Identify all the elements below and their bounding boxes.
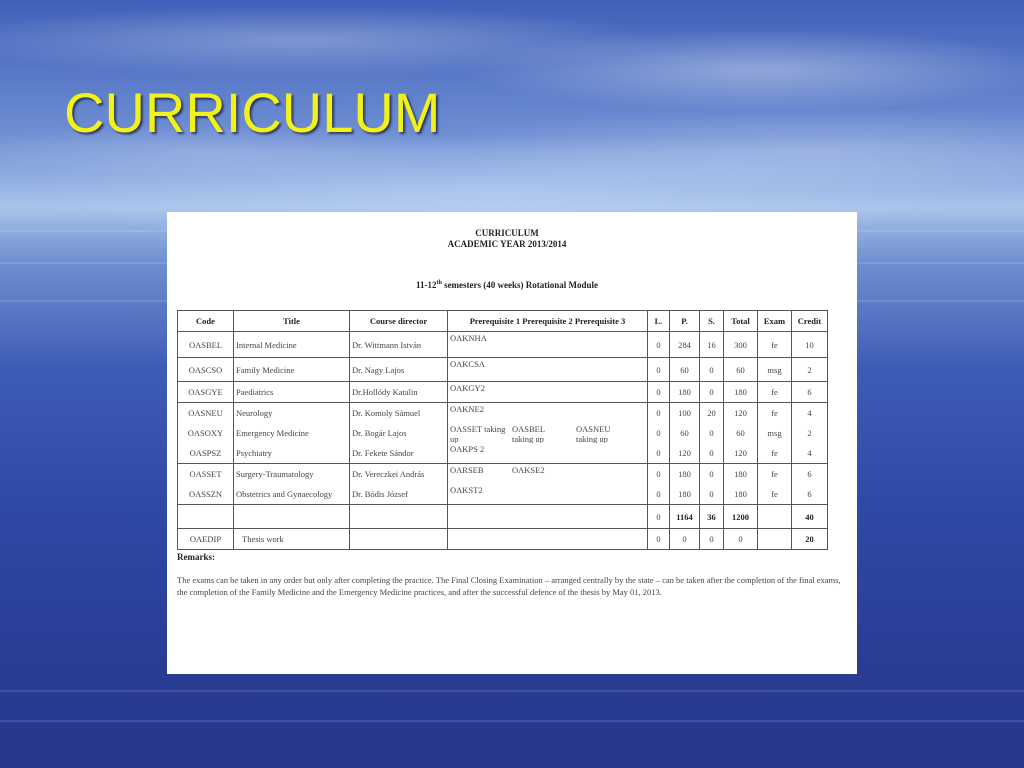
thesis-title: Thesis work [234, 529, 350, 550]
document-heading-line1: CURRICULUM [475, 228, 539, 238]
cell-total: 120 [724, 403, 758, 424]
cell-director: Dr. Komoly Sámuel [350, 403, 448, 424]
thesis-credit: 20 [792, 529, 828, 550]
cell-title: Family Medicine [234, 358, 350, 382]
cell-director: Dr. Bódis József [350, 484, 448, 505]
cell-credit: 2 [792, 358, 828, 382]
sum-empty-cell [234, 505, 350, 529]
thesis-p: 0 [670, 529, 700, 550]
cell-total: 60 [724, 358, 758, 382]
prerequisite-1: OASSET taking up [450, 424, 506, 443]
thesis-empty-cell [350, 529, 448, 550]
cell-total: 300 [724, 332, 758, 358]
document-heading-line2: ACADEMIC YEAR 2013/2014 [447, 239, 567, 249]
module-suffix: semesters (40 weeks) Rotational Module [441, 280, 599, 290]
cell-total: 180 [724, 464, 758, 485]
cell-title: Emergency Medicine [234, 423, 350, 443]
cell-code: OASBEL [178, 332, 234, 358]
prerequisite-1: OAKNHA [450, 333, 487, 343]
cell-p: 284 [670, 332, 700, 358]
table-row [178, 443, 828, 464]
prerequisite-1: OAKGY2 [450, 383, 485, 393]
prerequisite-1: OAKPS 2 [450, 444, 485, 454]
cell-exam: fe [758, 403, 792, 424]
remarks-text: The exams can be taken in any order but only after completing the practice. The Final Closing Examination – arranged centrally by the state – can be taken after the completion of the final exams, the completion of the Family Medicine and the Emergency Medicine practices, and after the successful defence of the thesis by May 01, 2013. [177, 575, 841, 597]
col-header: Total [724, 311, 758, 332]
cell-s: 0 [700, 382, 724, 403]
prerequisite-1: OAKST2 [450, 485, 483, 495]
curriculum-table [177, 310, 828, 550]
table-row [178, 403, 828, 424]
table-row [178, 484, 828, 505]
prerequisite-1: OAKCSA [450, 359, 485, 369]
col-header: Code [178, 311, 234, 332]
col-header: S. [700, 311, 724, 332]
cell-code: OASNEU [178, 403, 234, 424]
cell-p: 180 [670, 484, 700, 505]
table-row [178, 358, 828, 382]
cell-l: 0 [648, 382, 670, 403]
sum-empty-cell [448, 505, 648, 529]
table-header-row [178, 311, 828, 332]
thesis-empty-cell [448, 529, 648, 550]
cell-s: 0 [700, 443, 724, 464]
prerequisite-3: OASNEU taking up [576, 424, 611, 443]
cell-director: Dr. Fekete Sándor [350, 443, 448, 464]
cell-s: 0 [700, 464, 724, 485]
col-header: Course director [350, 311, 448, 332]
cell-p: 60 [670, 423, 700, 443]
table-row [178, 529, 828, 550]
col-header: Prerequisite 1 Prerequisite 2 Prerequisite 3 [448, 311, 648, 332]
module-sup: th [436, 280, 442, 286]
cell-p: 60 [670, 358, 700, 382]
cell-title: Surgery-Traumatology [234, 464, 350, 485]
slide-title: CURRICULUM [64, 81, 441, 144]
prerequisite-2: OAKSE2 [512, 465, 545, 475]
cell-credit: 2 [792, 423, 828, 443]
cell-director: Dr.Hollódy Katalin [350, 382, 448, 403]
cell-exam: msg [758, 358, 792, 382]
cell-code: OASOXY [178, 423, 234, 443]
cell-code: OASGYE [178, 382, 234, 403]
prerequisites-cell [448, 423, 648, 443]
cell-l: 0 [648, 464, 670, 485]
cell-p: 120 [670, 443, 700, 464]
cell-p: 180 [670, 464, 700, 485]
cell-director: Dr. Bogár Lajos [350, 423, 448, 443]
prerequisites-cell [448, 332, 648, 358]
cell-s: 0 [700, 423, 724, 443]
cell-credit: 6 [792, 382, 828, 403]
cell-title: Internal Medicine [234, 332, 350, 358]
prerequisites-cell [448, 484, 648, 505]
cell-s: 20 [700, 403, 724, 424]
cell-exam: fe [758, 464, 792, 485]
cell-director: Dr. Vereczkei András [350, 464, 448, 485]
prerequisites-cell [448, 443, 648, 464]
table-row [178, 332, 828, 358]
cell-total: 180 [724, 382, 758, 403]
col-header: P. [670, 311, 700, 332]
module-heading [167, 280, 847, 290]
remarks-label: Remarks: [177, 552, 215, 562]
cell-credit: 4 [792, 403, 828, 424]
sum-total: 1200 [724, 505, 758, 529]
cell-l: 0 [648, 484, 670, 505]
thesis-code: OAEDIP [178, 529, 234, 550]
cell-exam: msg [758, 423, 792, 443]
cell-exam: fe [758, 382, 792, 403]
cell-code: OASCSO [178, 358, 234, 382]
thesis-l: 0 [648, 529, 670, 550]
cell-total: 120 [724, 443, 758, 464]
cell-code: OASSET [178, 464, 234, 485]
table-row [178, 464, 828, 485]
cell-p: 180 [670, 382, 700, 403]
cell-code: OASSZN [178, 484, 234, 505]
prerequisites-cell [448, 464, 648, 485]
document-heading [167, 228, 847, 250]
cell-credit: 6 [792, 484, 828, 505]
col-header: Title [234, 311, 350, 332]
col-header: Exam [758, 311, 792, 332]
cell-s: 0 [700, 484, 724, 505]
thesis-total: 0 [724, 529, 758, 550]
cell-l: 0 [648, 443, 670, 464]
cell-l: 0 [648, 423, 670, 443]
cell-title: Obstetrics and Gynaecology [234, 484, 350, 505]
cell-title: Psychiatry [234, 443, 350, 464]
prerequisites-cell [448, 358, 648, 382]
cell-l: 0 [648, 332, 670, 358]
cell-total: 180 [724, 484, 758, 505]
prerequisites-cell [448, 382, 648, 403]
prerequisite-1: OARSEB [450, 465, 484, 475]
table-row [178, 423, 828, 443]
cell-l: 0 [648, 403, 670, 424]
cell-director: Dr. Nagy Lajos [350, 358, 448, 382]
curriculum-document [167, 212, 857, 674]
prerequisite-2: OASBEL taking up [512, 424, 545, 443]
sum-p: 1164 [670, 505, 700, 529]
sum-empty-cell [178, 505, 234, 529]
sum-l: 0 [648, 505, 670, 529]
col-header: L. [648, 311, 670, 332]
sum-credit: 40 [792, 505, 828, 529]
cell-s: 0 [700, 358, 724, 382]
cell-credit: 6 [792, 464, 828, 485]
cell-total: 60 [724, 423, 758, 443]
sum-empty-cell [758, 505, 792, 529]
cell-credit: 10 [792, 332, 828, 358]
cell-exam: fe [758, 443, 792, 464]
table-row [178, 382, 828, 403]
cell-exam: fe [758, 484, 792, 505]
table-sum-row [178, 505, 828, 529]
prerequisite-1: OAKNE2 [450, 404, 484, 414]
cell-credit: 4 [792, 443, 828, 464]
thesis-empty-cell [758, 529, 792, 550]
cell-s: 16 [700, 332, 724, 358]
cell-code: OASPSZ [178, 443, 234, 464]
sum-s: 36 [700, 505, 724, 529]
cell-director: Dr. Wittmann István [350, 332, 448, 358]
cell-title: Neurology [234, 403, 350, 424]
col-header: Credit [792, 311, 828, 332]
cell-p: 100 [670, 403, 700, 424]
sum-empty-cell [350, 505, 448, 529]
cell-title: Paediatrics [234, 382, 350, 403]
module-prefix: 11-12 [415, 280, 437, 290]
cell-exam: fe [758, 332, 792, 358]
prerequisites-cell [448, 403, 648, 424]
thesis-s: 0 [700, 529, 724, 550]
cell-l: 0 [648, 358, 670, 382]
